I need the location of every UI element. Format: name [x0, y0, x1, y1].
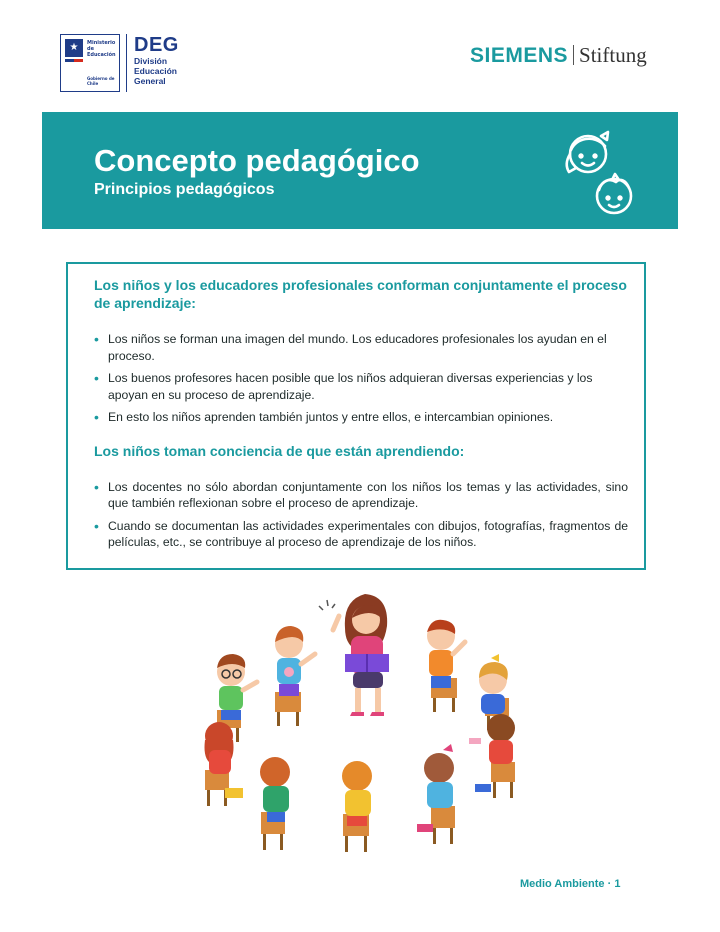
government-name: Gobierno de Chile — [87, 76, 115, 86]
teacher-figure — [319, 594, 389, 716]
title-banner — [42, 112, 678, 229]
page-footer: Medio Ambiente · 1 — [520, 878, 621, 890]
child-figure — [427, 620, 465, 712]
flag-stripe-blue — [65, 59, 74, 62]
child-figure — [475, 714, 515, 798]
child-figure — [260, 757, 290, 850]
deg-line-1: División — [134, 56, 168, 66]
teacher-reading-to-children-circle-illustration — [195, 580, 525, 860]
page-title: Concepto pedagógico — [94, 143, 420, 178]
logo-separator — [573, 45, 574, 65]
section-heading-2: Los niños toman conciencia de que están aprendiendo: — [94, 442, 465, 459]
ministry-logo — [60, 34, 120, 92]
ministry-name: Ministerio de Educación — [87, 40, 116, 58]
content-box — [66, 262, 646, 570]
deg-line-3: General — [134, 76, 166, 86]
deg-line-2: Educación — [134, 66, 177, 76]
star-icon: ★ — [65, 39, 83, 57]
deg-acronym: DEG — [134, 34, 179, 56]
deg-logo — [134, 34, 179, 86]
child-figure — [275, 626, 315, 726]
list-item: • Cuando se documentan las actividades experimentales con dibujos, fotografías, fragmentos de películas, etc., se contribuye al proceso de aprendizaje de los niños. — [94, 518, 628, 551]
child-figure — [342, 761, 372, 852]
page-subtitle: Principios pedagógicos — [94, 181, 275, 198]
logo-divider — [126, 34, 127, 92]
siemens-stiftung-logo — [470, 43, 647, 68]
list-item: • Los docentes no sólo abordan conjuntamente con los niños los temas y las actividades, sino que también reflexionan sobre el proceso de aprendizaje. — [94, 479, 628, 512]
flag-stripe-red — [74, 59, 83, 62]
child-figure — [417, 744, 455, 844]
stiftung-label: Stiftung — [579, 43, 647, 67]
list-item: • Los niños se forman una imagen del mundo. Los educadores profesionales los ayudan en el proceso. — [94, 331, 628, 364]
bullet-list-2 — [94, 479, 628, 551]
list-item: • Los buenos profesores hacen posible que los niños adquieran diversas experiencias y los apoyan en su proceso de aprendizaje. — [94, 370, 628, 403]
section-heading-1: Los niños y los educadores profesionales conforman conjuntamente el proceso de aprendizaje: — [94, 277, 627, 311]
siemens-brand: SIEMENS — [470, 44, 569, 67]
list-item: • En esto los niños aprenden también juntos y entre ellos, e intercambian opiniones. — [94, 409, 628, 426]
bullet-list-1 — [94, 331, 628, 426]
children-faces-icon — [554, 122, 644, 222]
